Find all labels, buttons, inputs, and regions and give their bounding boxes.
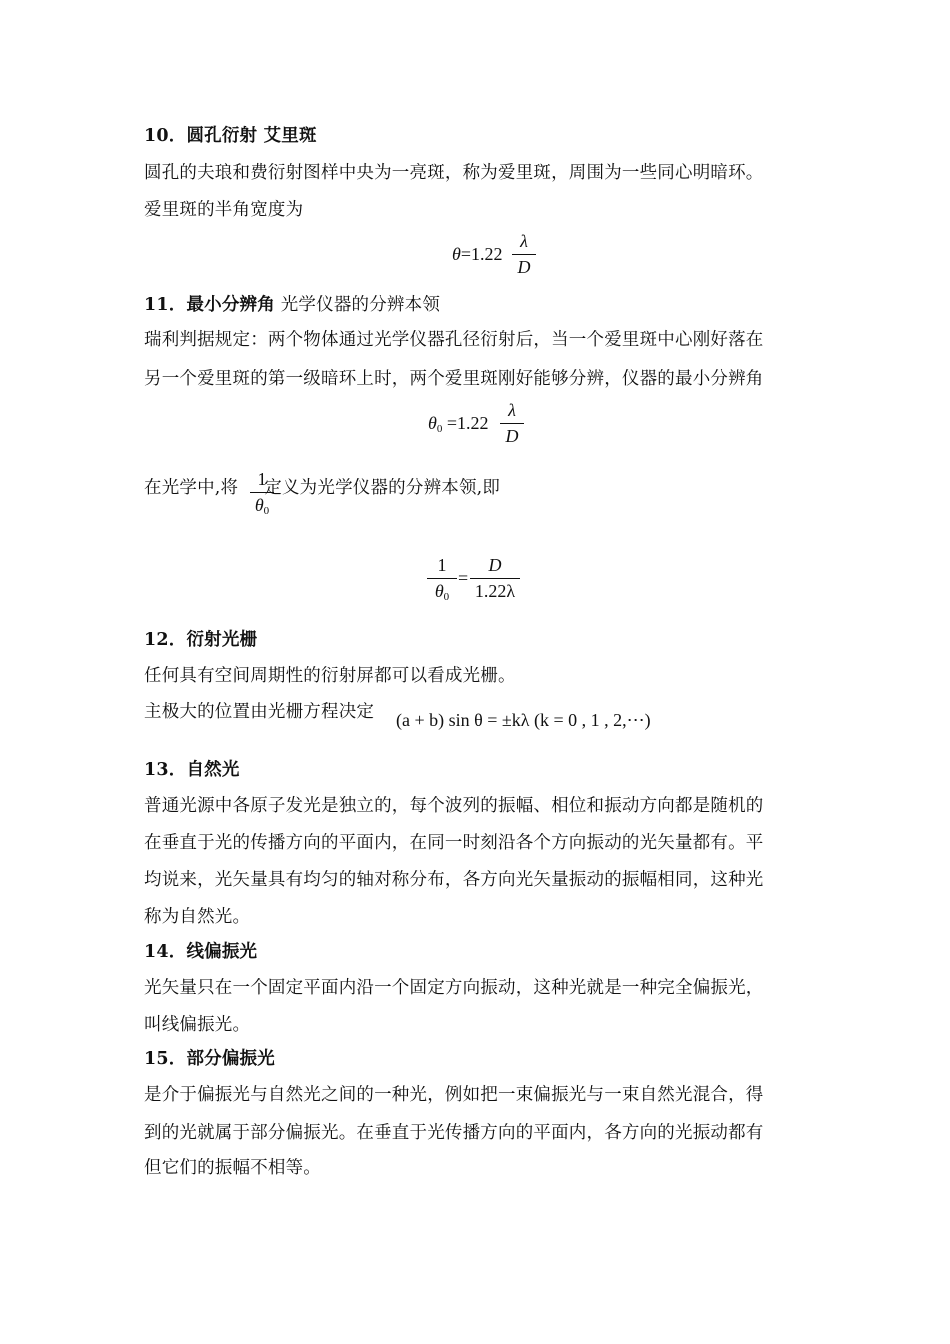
section-11-line-1: 瑞利判据规定：两个物体通过光学仪器孔径衍射后，当一个爱里斑中心刚好落在 [144, 330, 764, 350]
fraction-numerator: 1 [437, 555, 447, 575]
section-15-line-3: 但它们的振幅不相等。 [144, 1158, 321, 1178]
section-10-line-2: 爱里斑的半角宽度为 [144, 200, 304, 220]
formula-theta: θ [452, 244, 461, 264]
section-10-line-1: 圆孔的夫琅和费衍射图样中央为一亮斑，称为爱里斑，周围为一些同心明暗环。 [144, 163, 764, 183]
section-11-heading-row [144, 293, 440, 317]
formula-coefficient: =1.22 [460, 244, 503, 264]
formula-theta: θ [428, 413, 437, 433]
section-12-grating-prefix: 主极大的位置由光栅方程决定 [144, 702, 375, 722]
fraction-denominator: 1.22λ [474, 581, 516, 601]
section-13-heading: 13．自然光 [144, 760, 240, 780]
section-15-line-2: 到的光就属于部分偏振光。在垂直于光传播方向的平面内，各方向的光振动都有 [144, 1123, 764, 1143]
section-11-line-2: 另一个爱里斑的第一级暗环上时，两个爱里斑刚好能够分辨，仪器的最小分辨角 [144, 369, 764, 389]
resolving-power-left-fraction [427, 555, 457, 603]
section-14-line-1: 光矢量只在一个固定平面内沿一个固定方向振动，这种光就是一种完全偏振光， [144, 978, 764, 998]
section-13-line-1: 普通光源中各原子发光是独立的，每个波列的振幅、相位和振动方向都是随机的 [144, 796, 764, 816]
airy-formula [452, 244, 503, 265]
resolution-fraction [500, 400, 524, 447]
section-11-inline-row [144, 476, 500, 500]
inline-fraction [250, 469, 274, 517]
fraction-denominator: D [517, 257, 531, 277]
section-15-heading: 15．部分偏振光 [144, 1049, 275, 1069]
fraction-bar [512, 254, 536, 255]
inline-prefix: 在光学中,将 [144, 478, 239, 498]
fraction-bar [500, 423, 524, 424]
inline-suffix: 定义为光学仪器的分辨本领,即 [264, 478, 501, 498]
section-14-line-2: 叫线偏振光。 [144, 1015, 251, 1035]
formula-theta-subscript: 0 [436, 423, 443, 435]
fraction-numerator: λ [520, 231, 528, 251]
section-13-line-3: 均说来，光矢量具有均匀的轴对称分布，各方向光矢量振动的振幅相同，这种光 [144, 870, 764, 890]
fraction-numerator: λ [508, 400, 516, 420]
fraction-bar [427, 578, 457, 579]
section-13-line-2: 在垂直于光的传播方向的平面内，在同一时刻沿各个方向振动的光矢量都有。平 [144, 833, 764, 853]
resolving-power-right-fraction [470, 555, 520, 602]
section-10-heading: 10．圆孔衍射 艾里斑 [144, 126, 317, 146]
fraction-numerator: D [488, 555, 502, 575]
equals-sign: = [458, 568, 469, 588]
grating-equation: (a + b) sin θ = ±kλ (k = 0 , 1 , 2,⋯) [396, 710, 651, 730]
resolution-formula [428, 413, 489, 435]
section-11-heading: 11．最小分辨角 [144, 295, 275, 315]
fraction-denominator: θ [254, 495, 264, 515]
fraction-denominator: θ [434, 581, 444, 601]
section-15-line-1: 是介于偏振光与自然光之间的一种光，例如把一束偏振光与一束自然光混合，得 [144, 1085, 764, 1105]
fraction-numerator: 1 [257, 469, 267, 489]
fraction-denominator-subscript: 0 [263, 505, 270, 517]
section-12-heading: 12．衍射光栅 [144, 630, 258, 650]
fraction-bar [250, 492, 274, 493]
section-14-heading: 14．线偏振光 [144, 942, 258, 962]
formula-coefficient: =1.22 [446, 413, 489, 433]
section-13-line-4: 称为自然光。 [144, 907, 251, 927]
fraction-denominator-subscript: 0 [443, 591, 450, 603]
airy-fraction [512, 231, 536, 278]
section-12-line-1: 任何具有空间周期性的衍射屏都可以看成光栅。 [144, 666, 516, 686]
section-11-heading-suffix: 光学仪器的分辨本领 [274, 295, 441, 315]
fraction-bar [470, 578, 520, 579]
fraction-denominator: D [505, 426, 519, 446]
